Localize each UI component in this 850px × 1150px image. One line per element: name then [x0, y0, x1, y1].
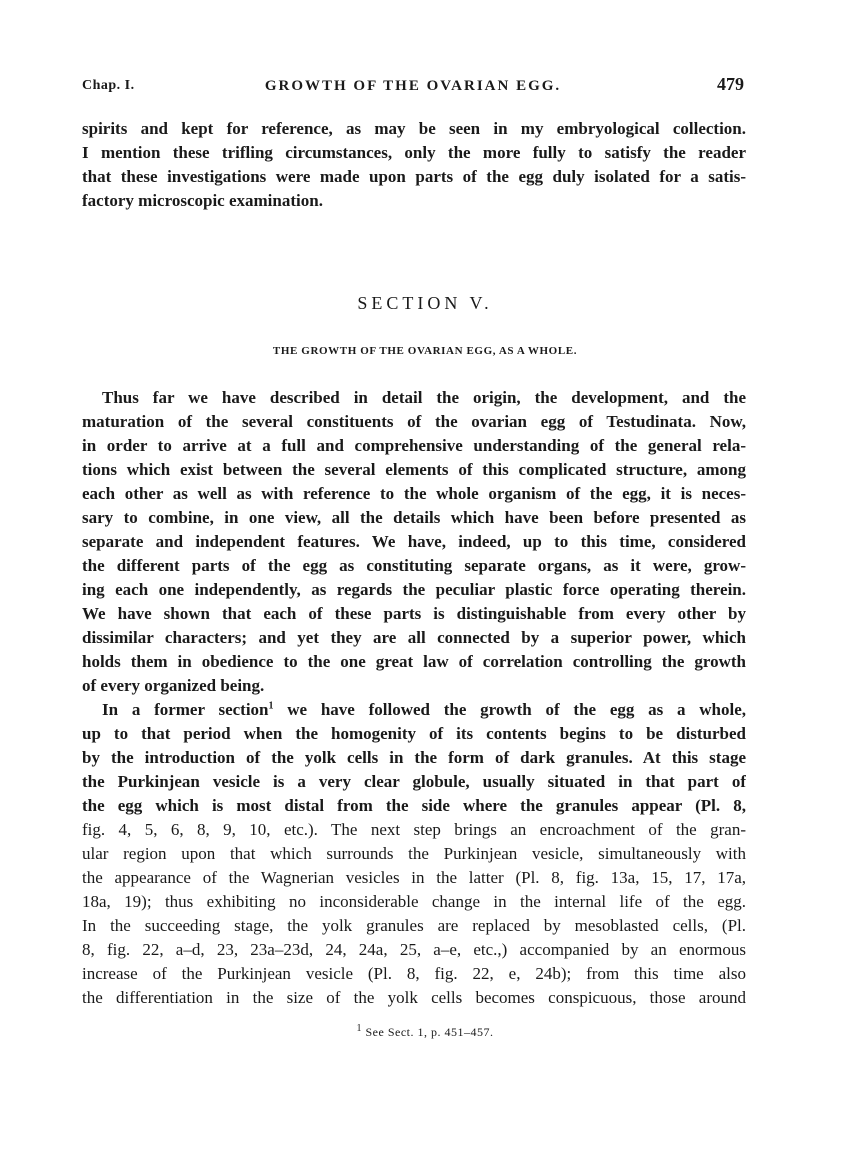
text-line: by the introduction of the yolk cells in the form of dark granules. At this stage: [82, 748, 746, 767]
text-line: holds them in obedience to the one great law of correlation controlling the growth: [82, 652, 746, 671]
paragraph-1: [82, 386, 746, 698]
running-title: GROWTH OF THE OVARIAN EGG.: [264, 78, 562, 94]
text-line: 8, fig. 22, a–d, 23, 23a–23d, 24, 24a, 25, a–e, etc.,) accompanied by an enormous: [82, 940, 746, 959]
text-line: We have shown that each of these parts is distinguishable from every other by: [82, 604, 746, 623]
text-line: ular region upon that which surrounds the Purkinjean vesicle, simultaneously with: [82, 844, 746, 863]
section-heading: SECTION V.: [357, 293, 493, 313]
text-line: that these investigations were made upon parts of the egg duly isolated for a satis-: [82, 167, 746, 186]
chapter-label: Chap. I.: [82, 78, 135, 93]
text-line: ing each one independently, as regards the peculiar plastic force operating therein.: [82, 580, 746, 599]
page-number: 479: [717, 74, 744, 94]
continued-paragraph: [82, 117, 746, 213]
text-line: separate and independent features. We have, indeed, up to this time, considered: [82, 532, 746, 551]
paragraph-2: [82, 698, 746, 1010]
text-line: the egg which is most distal from the side where the granules appear (Pl. 8,: [82, 796, 746, 815]
section-subheading: THE GROWTH OF THE OVARIAN EGG, AS A WHOLE.: [272, 345, 578, 357]
text-line: up to that period when the homogenity of its contents begins to be disturbed: [82, 724, 746, 743]
text-line: I mention these trifling circumstances, only the more fully to satisfy the reader: [82, 143, 746, 162]
text-segment: we have followed the growth of the egg as a whole,: [273, 700, 746, 719]
text-line: the differentiation in the size of the yolk cells becomes conspicuous, those around: [82, 988, 746, 1007]
text-line: Thus far we have described in detail the origin, the development, and the: [102, 388, 746, 407]
text-line: of every organized being.: [82, 676, 265, 695]
text-line: tions which exist between the several elements of this complicated structure, among: [82, 460, 746, 479]
text-line: [82, 698, 746, 722]
text-line: In the succeeding stage, the yolk granules are replaced by mesoblasted cells, (Pl.: [82, 916, 746, 935]
text-line: the appearance of the Wagnerian vesicles in the latter (Pl. 8, fig. 13a, 15, 17, 17a,: [82, 868, 746, 887]
text-line: fig. 4, 5, 6, 8, 9, 10, etc.). The next step brings an encroachment of the gran-: [82, 820, 746, 839]
text-line: factory microscopic examination.: [82, 191, 323, 210]
text-line: each other as well as with reference to the whole organism of the egg, it is neces-: [82, 484, 746, 503]
text-segment: In a former section: [102, 700, 269, 719]
text-line: dissimilar characters; and yet they are all connected by a superior power, which: [82, 628, 746, 647]
text-line: sary to combine, in one view, all the details which have been before presented as: [82, 508, 746, 527]
footnote-marker: 1: [356, 1023, 362, 1034]
text-line: the different parts of the egg as constituting separate organs, as it were, grow-: [82, 556, 746, 575]
footnote: [0, 1025, 850, 1040]
text-line: 18a, 19); thus exhibiting no inconsiderable change in the internal life of the egg.: [82, 892, 746, 911]
running-head: [82, 74, 744, 98]
text-line: the Purkinjean vesicle is a very clear globule, usually situated in that part of: [82, 772, 746, 791]
text-line: spirits and kept for reference, as may be seen in my embryological collection.: [82, 119, 746, 138]
footnote-text: See Sect. 1, p. 451–457.: [365, 1025, 494, 1039]
footnote-ref: 1: [268, 700, 274, 712]
text-line: in order to arrive at a full and comprehensive understanding of the general rela-: [82, 436, 746, 455]
text-line: increase of the Purkinjean vesicle (Pl. 8, fig. 22, e, 24b); from this time also: [82, 964, 746, 983]
text-line: maturation of the several constituents of the ovarian egg of Testudinata. Now,: [82, 412, 746, 431]
